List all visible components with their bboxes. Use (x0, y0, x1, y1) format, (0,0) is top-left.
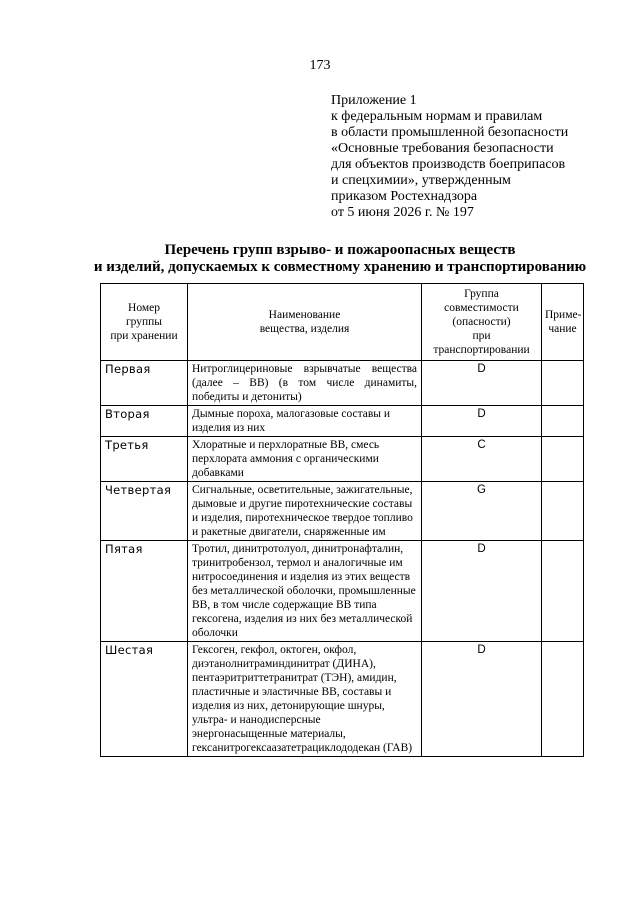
cell-group: Шестая (101, 642, 188, 757)
appendix-line: к федеральным нормам и правилам (331, 109, 543, 124)
cell-note (542, 642, 584, 757)
cell-name: Тротил, динитротолуол, динитронафталин, тринитробензол, термол и аналогичные им нитросоединения и изделия из этих веществ без металлической оболочки, промышленные ВВ, в том числе содержащие ВВ типа гексогена, изделия из них без металлической оболочки (188, 541, 422, 642)
table-row (101, 541, 584, 642)
cell-note (542, 482, 584, 541)
header-note (542, 284, 584, 361)
table-header-row (101, 284, 584, 361)
cell-compat: D (422, 541, 542, 642)
appendix-line: в области промышленной безопасности (331, 125, 569, 140)
cell-name: Нитроглицериновые взрывчатые вещества (далее – ВВ) (в том числе динамиты, победиты и детониты) (188, 361, 422, 406)
cell-group: Третья (101, 437, 188, 482)
table-row (101, 406, 584, 437)
header-text: (опасности) (452, 316, 511, 328)
cell-name: Гексоген, гекфол, октоген, окфол, диэтанолнитраминдинитрат (ДИНА), пентаэритриттетранитрат (ТЭН), амидин, пластичные и эластичные ВВ, составы и изделия из них, детонирующие шнуры, ультра- и нанодисперсные энергонасыщенные материалы, гексанитрогексаазатетрациклододекан (ГАВ) (188, 642, 422, 757)
groups-table (100, 283, 584, 757)
header-compatibility-group (422, 284, 542, 361)
appendix-line: «Основные требования безопасности (331, 141, 554, 156)
cell-group: Вторая (101, 406, 188, 437)
header-text: транспортировании (433, 344, 530, 356)
cell-compat: D (422, 361, 542, 406)
header-text: чание (548, 323, 577, 335)
appendix-block (331, 93, 568, 221)
cell-group: Первая (101, 361, 188, 406)
appendix-line: от 5 июня 2026 г. № 197 (331, 205, 474, 220)
cell-name: Сигнальные, осветительные, зажигательные, дымовые и другие пиротехнические составы и изделия, пиротехническое твердое топливо и ракетные двигатели, снаряженные им (188, 482, 422, 541)
cell-note (542, 541, 584, 642)
cell-group: Четвертая (101, 482, 188, 541)
header-text: Группа (464, 288, 499, 300)
header-text: совместимости (444, 302, 519, 314)
header-text: группы (125, 316, 163, 328)
cell-name: Хлоратные и перхлоратные ВВ, смесь перхлората аммония с органическими добавками (188, 437, 422, 482)
cell-note (542, 406, 584, 437)
cell-name: Дымные пороха, малогазовые составы и изделия из них (188, 406, 422, 437)
cell-note (542, 361, 584, 406)
table-row (101, 642, 584, 757)
title-line-2: и изделий, допускаемых к совместному хранению и транспортированию (93, 259, 587, 275)
header-text: при хранении (110, 330, 178, 342)
document-title (90, 242, 590, 276)
header-text: Номер (128, 302, 160, 314)
cell-compat: G (422, 482, 542, 541)
page-number: 173 (309, 58, 331, 73)
appendix-line: приказом Ростехнадзора (331, 189, 478, 204)
header-text: Наименование (268, 309, 341, 321)
appendix-line: для объектов производств боеприпасов (331, 157, 566, 172)
table-row (101, 482, 584, 541)
appendix-line: и спецхимии», утвержденным (331, 173, 511, 188)
cell-compat: D (422, 642, 542, 757)
table-row (101, 361, 584, 406)
header-group-number (101, 284, 188, 361)
header-substance-name (188, 284, 422, 361)
header-text: Приме- (545, 309, 582, 321)
header-text: вещества, изделия (259, 323, 350, 335)
header-text: при (472, 330, 491, 342)
cell-compat: C (422, 437, 542, 482)
cell-compat: D (422, 406, 542, 437)
title-line-1: Перечень групп взрыво- и пожароопасных веществ (164, 242, 516, 258)
table-row (101, 437, 584, 482)
cell-group: Пятая (101, 541, 188, 642)
cell-note (542, 437, 584, 482)
appendix-line: Приложение 1 (331, 93, 417, 108)
